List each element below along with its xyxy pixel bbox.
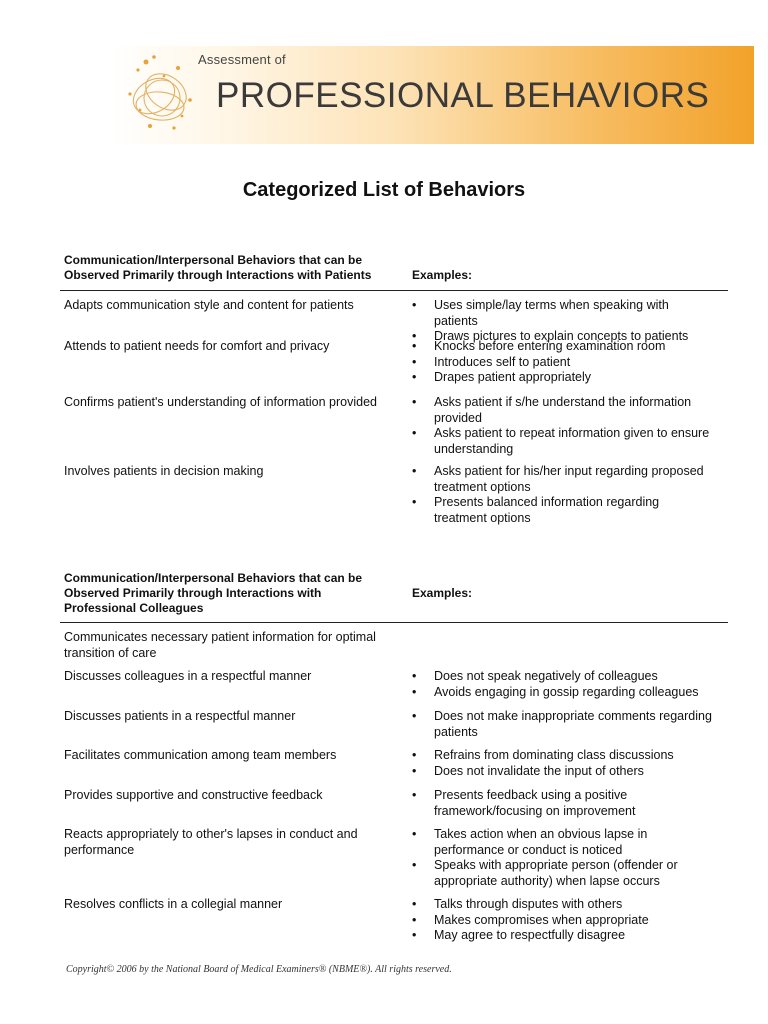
behavior-text: Facilitates communication among team members [64,748,337,762]
behavior-text: Discusses colleagues in a respectful manner [64,669,312,683]
example-list [412,709,712,740]
example-list [412,669,712,700]
example-item: • Asks patient to repeat information given to ensure understanding [412,426,712,457]
section-heading: Communication/Interpersonal Behaviors that can be Observed Primarily through Interactions with Patients [64,253,372,282]
example-item: • Presents feedback using a positive framework/focusing on improvement [412,788,712,819]
example-list [412,395,712,457]
behavior-text: Involves patients in decision making [64,464,264,478]
behavior-text: Discusses patients in a respectful manner [64,709,296,723]
example-item: • Talks through disputes with others [412,897,712,913]
section-divider [60,622,728,623]
banner-title: PROFESSIONAL BEHAVIORS [216,76,710,115]
example-list [412,827,712,889]
example-item: • May agree to respectfully disagree [412,928,712,944]
example-item: • Asks patient for his/her input regarding proposed treatment options [412,464,712,495]
header-banner [110,46,754,144]
example-list [412,298,712,345]
banner-subtitle: Assessment of [198,52,286,67]
examples-label: Examples: [412,268,473,282]
example-item: • Drapes patient appropriately [412,370,712,386]
example-item: • Does not speak negatively of colleagues [412,669,712,685]
example-list [412,788,712,819]
behavior-text: Provides supportive and constructive feedback [64,788,323,802]
copyright-notice: Copyright© 2006 by the National Board of Medical Examiners® (NBME®). All rights reserved. [66,964,452,975]
example-list [412,464,712,526]
example-list [412,897,712,944]
example-item: • Uses simple/lay terms when speaking with patients [412,298,712,329]
example-list [412,748,712,779]
behavior-text: Adapts communication style and content for patients [64,298,354,312]
example-item: • Makes compromises when appropriate [412,913,712,929]
behavior-text: Communicates necessary patient information for optimal transition of care [64,630,376,660]
example-item: • Avoids engaging in gossip regarding colleagues [412,685,712,701]
section-header-colleagues [64,571,728,619]
example-item: • Takes action when an obvious lapse in performance or conduct is noticed [412,827,712,858]
behavior-text: Reacts appropriately to other's lapses in conduct and performance [64,827,358,857]
section-header-patients [64,253,728,287]
behavior-text: Attends to patient needs for comfort and privacy [64,339,330,353]
example-list [412,339,712,386]
example-item: • Asks patient if s/he understand the information provided [412,395,712,426]
example-item: • Introduces self to patient [412,355,712,371]
example-item: • Refrains from dominating class discussions [412,748,712,764]
example-item: • Speaks with appropriate person (offender or appropriate authority) when lapse occurs [412,858,712,889]
behavior-text: Resolves conflicts in a collegial manner [64,897,283,911]
behavior-text: Confirms patient's understanding of information provided [64,395,377,409]
example-item: • Presents balanced information regarding treatment options [412,495,712,526]
example-item: • Does not make inappropriate comments regarding patients [412,709,712,740]
example-item: • Knocks before entering examination room [412,339,712,355]
example-item: • Does not invalidate the input of others [412,764,712,780]
page-title: Categorized List of Behaviors [242,179,526,201]
examples-label: Examples: [412,586,473,600]
section-heading: Communication/Interpersonal Behaviors that can be Observed Primarily through Interactions with Professional Colleagues [64,571,363,615]
section-divider [60,290,728,291]
example-item: • Draws pictures to explain concepts to patients [412,329,712,345]
